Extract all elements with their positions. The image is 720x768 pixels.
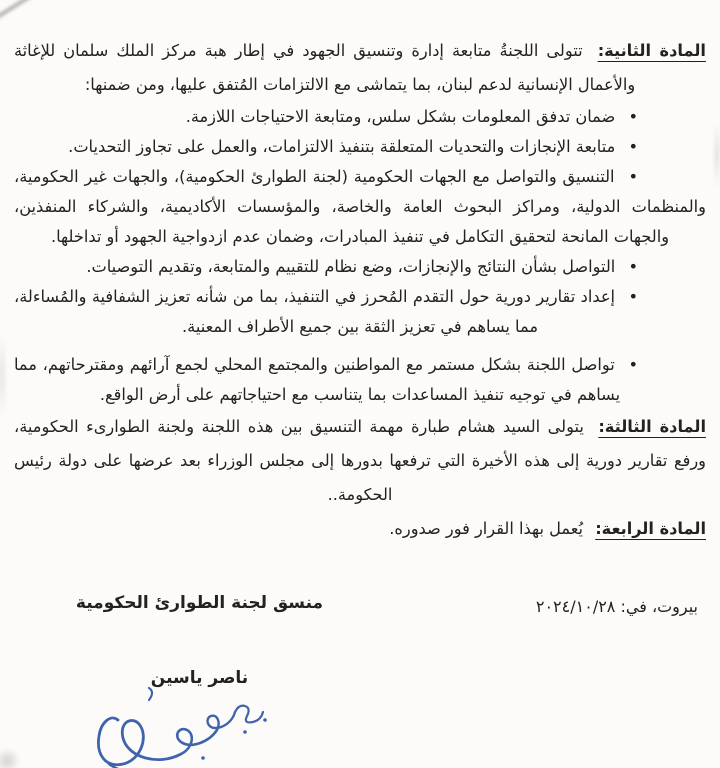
bullet-text: متابعة الإنجازات والتحديات المتعلقة بتنفيذ الالتزامات، والعمل على تجاوز التحديات. bbox=[68, 137, 616, 156]
bullet-item-1 bbox=[14, 102, 706, 132]
bullet-text: التواصل بشأن النتائج والإنجازات، وضع نظام للتقييم والمتابعة، وتقديم التوصيات. bbox=[86, 257, 616, 276]
article-2-paragraph bbox=[14, 34, 706, 102]
article-4-heading: المادة الرابعة: bbox=[595, 519, 706, 538]
signature-dot bbox=[201, 756, 205, 760]
signature-dot bbox=[243, 730, 247, 734]
signature-stroke bbox=[98, 718, 181, 765]
signatory-title: منسق لجنة الطوارئ الحكومية bbox=[75, 593, 324, 613]
bullet-item-4 bbox=[14, 252, 706, 282]
signatory-name: ناصر ياسين bbox=[150, 668, 249, 688]
article-4-paragraph bbox=[14, 512, 706, 546]
article-3-paragraph bbox=[14, 410, 706, 512]
bullet-item-6 bbox=[14, 350, 706, 410]
article-4-text: يُعمل بهذا القرار فور صدوره. bbox=[389, 519, 584, 538]
bullet-item-2 bbox=[14, 132, 706, 162]
bullet-item-3 bbox=[14, 162, 706, 252]
article-2-heading: المادة الثانية: bbox=[597, 41, 706, 60]
date-line: بيروت، في: ٢٠٢٤/١٠/٢٨ bbox=[535, 597, 698, 616]
handwritten-signature bbox=[52, 684, 307, 768]
signature-dot bbox=[263, 718, 267, 722]
bullet-text: تواصل اللجنة بشكل مستمر مع المواطنين والمجتمع المحلي لجمع آرائهم ومقترحاتهم، مما يساهم في توجيه تنفيذ المساعدات بما يتناسب مع احتياجاتهم على أرض الواقع. bbox=[14, 355, 621, 404]
bullet-text: ضمان تدفق المعلومات بشكل سلس، ومتابعة الاحتياجات اللازمة. bbox=[185, 107, 616, 126]
bullet-marker: • bbox=[628, 257, 638, 276]
bullet-text: إعداد تقارير دورية حول التقدم المُحرز في التنفيذ، بما من شأنه تعزيز الشفافية والمُساءلة، مما يساهم في تعزيز الثقة بين جميع الأطراف المعنية. bbox=[14, 287, 616, 336]
bullet-text: التنسيق والتواصل مع الجهات الحكومية (لجنة الطوارئ الحكومية)، والجهات غير الحكومية، والمنظمات الدولية، ومراكز البحوث العامة والخاصة، والمؤسسات الأكاديمية، والشركاء المنفذين، والجهات المانحة لتحقيق التكامل في تنفيذ المبادرات، وضمان عدم ازدواجية الجهود أو تداخلها. bbox=[14, 167, 706, 246]
signature-ink-icon bbox=[75, 684, 285, 768]
scan-smudge-bottom-left bbox=[0, 748, 20, 768]
bullet-marker: • bbox=[628, 137, 638, 156]
bullet-marker: • bbox=[628, 287, 639, 306]
article-3-heading: المادة الثالثة: bbox=[598, 417, 706, 436]
signature-stroke bbox=[207, 712, 234, 730]
signature-block bbox=[52, 590, 347, 768]
bullet-item-5 bbox=[14, 282, 706, 342]
signature-stroke bbox=[177, 729, 217, 754]
signature-stroke bbox=[149, 688, 152, 700]
bullet-marker: • bbox=[628, 355, 638, 374]
article-3-text: يتولى السيد هشام طبارة مهمة التنسيق بين هذه اللجنة ولجنة الطوارىء الحكومية، ورفع تقارير دورية إلى هذه الأخيرة التي ترفعها بدورها إلى مجلس الوزراء بعد عرضها على دولة رئيس الحكومة.. bbox=[14, 417, 706, 504]
bullet-marker: • bbox=[628, 107, 638, 126]
signature-stroke bbox=[235, 706, 263, 723]
bullet-marker: • bbox=[628, 167, 638, 186]
article-2-text: تتولى اللجنةُ متابعة إدارة وتنسيق الجهود في إطار هبة مركز الملك سلمان للإغاثة والأعمال الإنسانية لدعم لبنان، بما يتماشى مع الالتزامات المُتفق عليها، ومن ضمنها: bbox=[14, 41, 636, 94]
